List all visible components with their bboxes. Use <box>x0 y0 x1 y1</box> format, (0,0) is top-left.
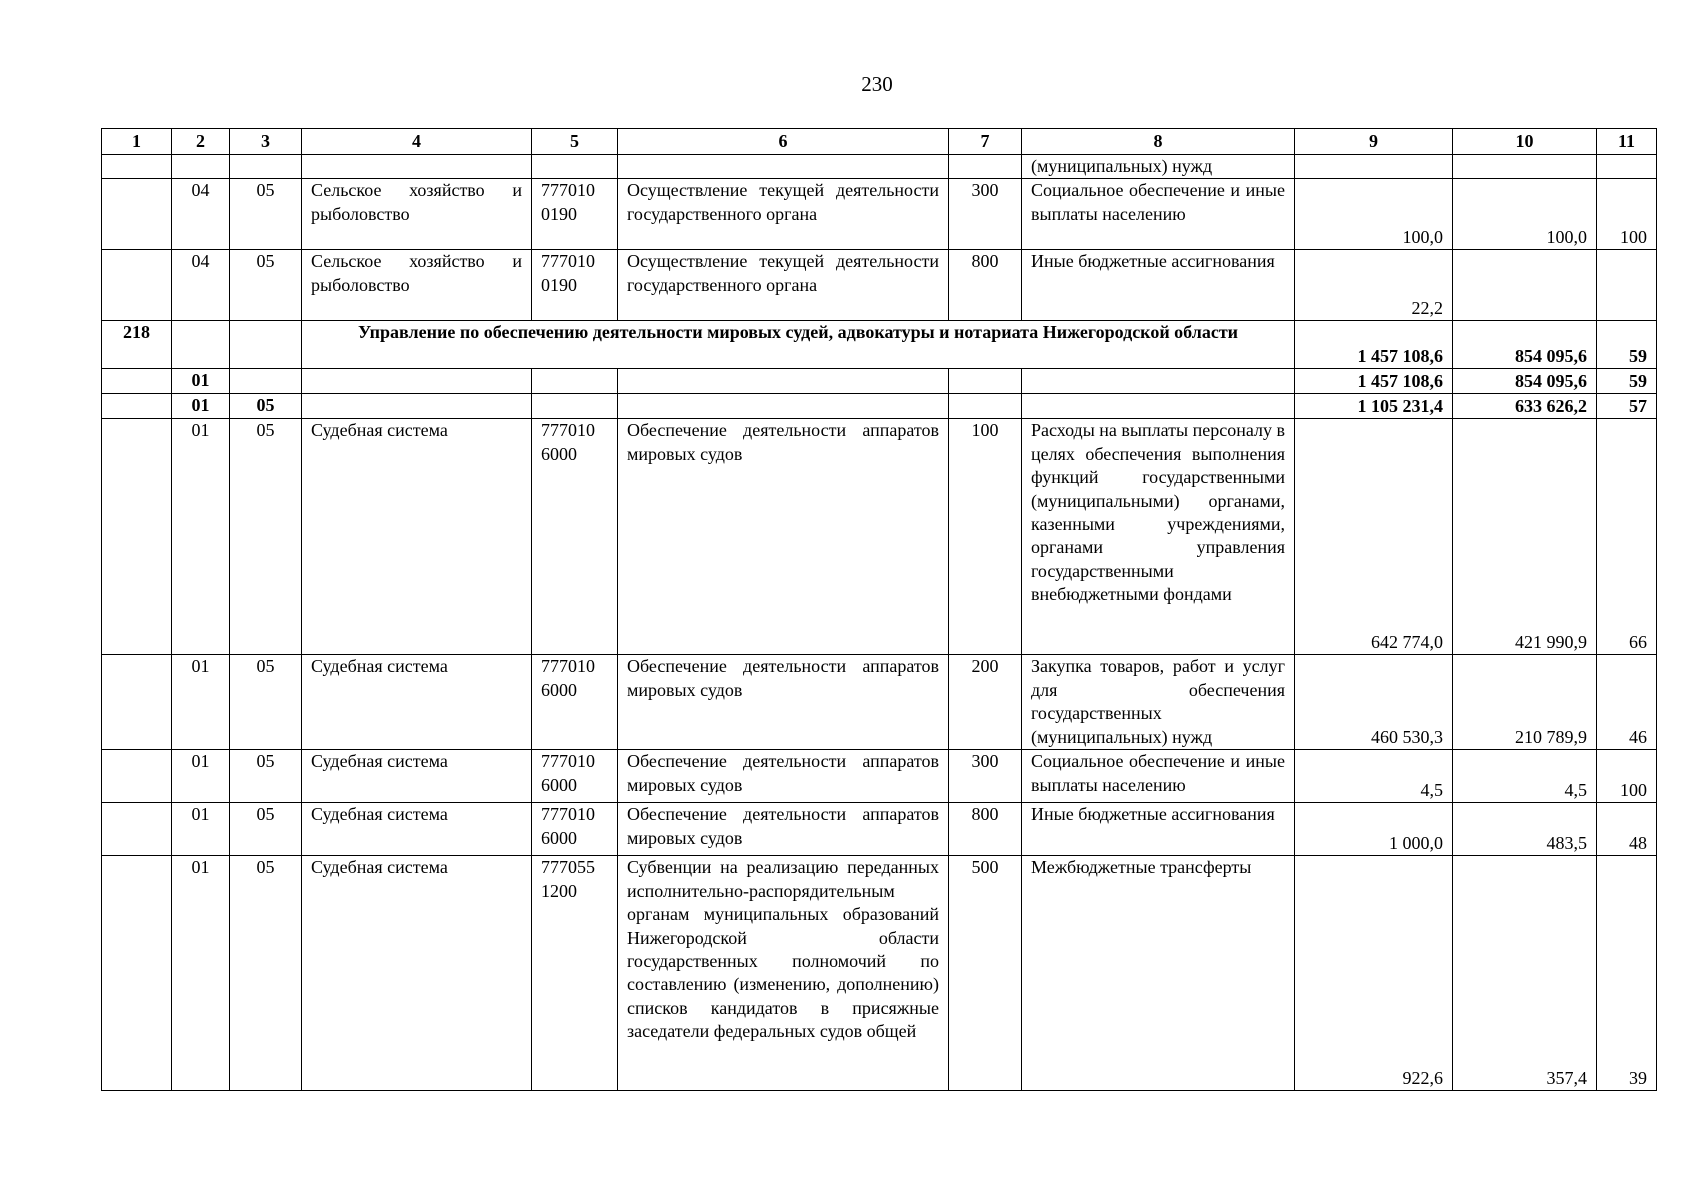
cell-col1 <box>102 419 172 655</box>
cell-target-article: 777010 6000 <box>532 750 618 803</box>
cell-fact: 854 095,6 <box>1453 321 1597 369</box>
cell-col3: 05 <box>230 856 302 1091</box>
table-row <box>102 155 1657 179</box>
cell-fact: 421 990,9 <box>1453 419 1597 655</box>
cell-org-code: 218 <box>102 321 172 369</box>
cell-percent: 46 <box>1597 655 1657 750</box>
cell-expense-name: Иные бюджетные ассигнования <box>1022 803 1295 856</box>
header-col-3: 3 <box>230 129 302 155</box>
cell-plan: 1 457 108,6 <box>1295 321 1453 369</box>
cell-section: Сельское хозяйство и рыболовство <box>302 250 532 321</box>
header-col-6: 6 <box>618 129 949 155</box>
table-row <box>102 655 1657 750</box>
cell-col2 <box>172 321 230 369</box>
cell-section <box>302 369 532 394</box>
cell-fact: 4,5 <box>1453 750 1597 803</box>
cell-col1 <box>102 655 172 750</box>
cell-percent: 100 <box>1597 179 1657 250</box>
cell-expense-type <box>949 369 1022 394</box>
table-row <box>102 856 1657 1091</box>
cell-expense-type: 100 <box>949 419 1022 655</box>
cell-target-article: 777055 1200 <box>532 856 618 1091</box>
header-col-9: 9 <box>1295 129 1453 155</box>
cell-article-name: Обеспечение деятельности аппаратов мировых судов <box>618 655 949 750</box>
cell-expense-type: 300 <box>949 750 1022 803</box>
cell-article-name: Обеспечение деятельности аппаратов мировых судов <box>618 803 949 856</box>
cell-plan: 1 105 231,4 <box>1295 394 1453 419</box>
cell-section: Судебная система <box>302 856 532 1091</box>
table-row <box>102 419 1657 655</box>
cell-plan: 4,5 <box>1295 750 1453 803</box>
cell-percent: 59 <box>1597 369 1657 394</box>
cell-expense-name: Закупка товаров, работ и услуг для обеспечения государственных (муниципальных) нужд <box>1022 655 1295 750</box>
cell-col2: 01 <box>172 394 230 419</box>
cell-section: Судебная система <box>302 655 532 750</box>
table-row <box>102 369 1657 394</box>
table-row <box>102 803 1657 856</box>
cell-col1 <box>102 179 172 250</box>
cell-expense-name: Социальное обеспечение и иные выплаты населению <box>1022 750 1295 803</box>
table-row <box>102 250 1657 321</box>
cell-article-name <box>618 394 949 419</box>
cell-target-article <box>532 394 618 419</box>
cell-expense-name <box>1022 369 1295 394</box>
cell-expense-name: Социальное обеспечение и иные выплаты населению <box>1022 179 1295 250</box>
cell-expense-type <box>949 394 1022 419</box>
cell-percent: 59 <box>1597 321 1657 369</box>
header-col-7: 7 <box>949 129 1022 155</box>
header-col-8: 8 <box>1022 129 1295 155</box>
table-row <box>102 394 1657 419</box>
header-col-4: 4 <box>302 129 532 155</box>
cell-col3: 05 <box>230 750 302 803</box>
cell-col3 <box>230 321 302 369</box>
cell-target-article <box>532 155 618 179</box>
cell-plan: 22,2 <box>1295 250 1453 321</box>
header-col-5: 5 <box>532 129 618 155</box>
cell-col3 <box>230 155 302 179</box>
cell-target-article: 777010 6000 <box>532 419 618 655</box>
cell-section <box>302 394 532 419</box>
cell-section: Судебная система <box>302 750 532 803</box>
cell-col2: 01 <box>172 856 230 1091</box>
header-col-2: 2 <box>172 129 230 155</box>
cell-expense-name: Иные бюджетные ассигнования <box>1022 250 1295 321</box>
cell-percent: 48 <box>1597 803 1657 856</box>
cell-col3: 05 <box>230 419 302 655</box>
table-row <box>102 179 1657 250</box>
header-row <box>102 129 1657 155</box>
budget-table <box>101 128 1657 1091</box>
cell-expense-type: 800 <box>949 250 1022 321</box>
cell-section: Судебная система <box>302 803 532 856</box>
cell-article-name: Обеспечение деятельности аппаратов мировых судов <box>618 750 949 803</box>
cell-col3: 05 <box>230 250 302 321</box>
cell-col1 <box>102 155 172 179</box>
cell-col2: 04 <box>172 250 230 321</box>
cell-col1 <box>102 750 172 803</box>
cell-expense-name: Расходы на выплаты персоналу в целях обеспечения выполнения функций государственными (муниципальными) органами, казенными учреждениями, органами управления государственными внебюджетными фондами <box>1022 419 1295 655</box>
cell-article-name <box>618 155 949 179</box>
cell-fact: 483,5 <box>1453 803 1597 856</box>
cell-plan: 1 000,0 <box>1295 803 1453 856</box>
header-col-10: 10 <box>1453 129 1597 155</box>
header-col-1: 1 <box>102 129 172 155</box>
cell-fact <box>1453 250 1597 321</box>
cell-percent <box>1597 250 1657 321</box>
cell-col3: 05 <box>230 179 302 250</box>
cell-article-name: Субвенции на реализацию переданных исполнительно-распорядительным органам муниципальных образований Нижегородской области государственных полномочий по составлению (изменению, дополнению) списков кандидатов в присяжные заседатели федеральных судов общей <box>618 856 949 1091</box>
cell-expense-type: 300 <box>949 179 1022 250</box>
cell-expense-type <box>949 155 1022 179</box>
cell-col2 <box>172 155 230 179</box>
cell-article-name: Обеспечение деятельности аппаратов мировых судов <box>618 419 949 655</box>
cell-expense-type: 500 <box>949 856 1022 1091</box>
cell-percent: 57 <box>1597 394 1657 419</box>
cell-col2: 04 <box>172 179 230 250</box>
cell-col2: 01 <box>172 369 230 394</box>
page-number: 230 <box>861 72 893 96</box>
cell-col3 <box>230 369 302 394</box>
cell-expense-name: Межбюджетные трансферты <box>1022 856 1295 1091</box>
cell-percent: 100 <box>1597 750 1657 803</box>
header-col-11: 11 <box>1597 129 1657 155</box>
cell-target-article: 777010 6000 <box>532 655 618 750</box>
cell-fact: 100,0 <box>1453 179 1597 250</box>
cell-section: Судебная система <box>302 419 532 655</box>
cell-col1 <box>102 369 172 394</box>
cell-target-article <box>532 369 618 394</box>
cell-expense-type: 800 <box>949 803 1022 856</box>
cell-plan <box>1295 155 1453 179</box>
cell-col1 <box>102 803 172 856</box>
cell-col1 <box>102 394 172 419</box>
organization-row <box>102 321 1657 369</box>
cell-article-name: Осуществление текущей деятельности государственного органа <box>618 179 949 250</box>
cell-section <box>302 155 532 179</box>
cell-section: Сельское хозяйство и рыболовство <box>302 179 532 250</box>
cell-target-article: 777010 6000 <box>532 803 618 856</box>
cell-plan: 642 774,0 <box>1295 419 1453 655</box>
cell-plan: 100,0 <box>1295 179 1453 250</box>
cell-percent: 39 <box>1597 856 1657 1091</box>
cell-col2: 01 <box>172 750 230 803</box>
cell-fact: 854 095,6 <box>1453 369 1597 394</box>
cell-fact: 357,4 <box>1453 856 1597 1091</box>
cell-col2: 01 <box>172 419 230 655</box>
cell-col2: 01 <box>172 803 230 856</box>
cell-col1 <box>102 250 172 321</box>
cell-plan: 1 457 108,6 <box>1295 369 1453 394</box>
cell-fact: 210 789,9 <box>1453 655 1597 750</box>
cell-expense-type: 200 <box>949 655 1022 750</box>
cell-plan: 460 530,3 <box>1295 655 1453 750</box>
cell-fact <box>1453 155 1597 179</box>
cell-article-name <box>618 369 949 394</box>
cell-col3: 05 <box>230 655 302 750</box>
table-row <box>102 750 1657 803</box>
cell-col1 <box>102 856 172 1091</box>
cell-col3: 05 <box>230 394 302 419</box>
cell-percent <box>1597 155 1657 179</box>
cell-target-article: 777010 0190 <box>532 250 618 321</box>
cell-expense-name: (муниципальных) нужд <box>1022 155 1295 179</box>
cell-target-article: 777010 0190 <box>532 179 618 250</box>
cell-plan: 922,6 <box>1295 856 1453 1091</box>
cell-col3: 05 <box>230 803 302 856</box>
cell-organization-name: Управление по обеспечению деятельности мировых судей, адвокатуры и нотариата Нижегородской области <box>302 321 1295 369</box>
cell-article-name: Осуществление текущей деятельности государственного органа <box>618 250 949 321</box>
cell-expense-name <box>1022 394 1295 419</box>
cell-percent: 66 <box>1597 419 1657 655</box>
cell-col2: 01 <box>172 655 230 750</box>
cell-fact: 633 626,2 <box>1453 394 1597 419</box>
